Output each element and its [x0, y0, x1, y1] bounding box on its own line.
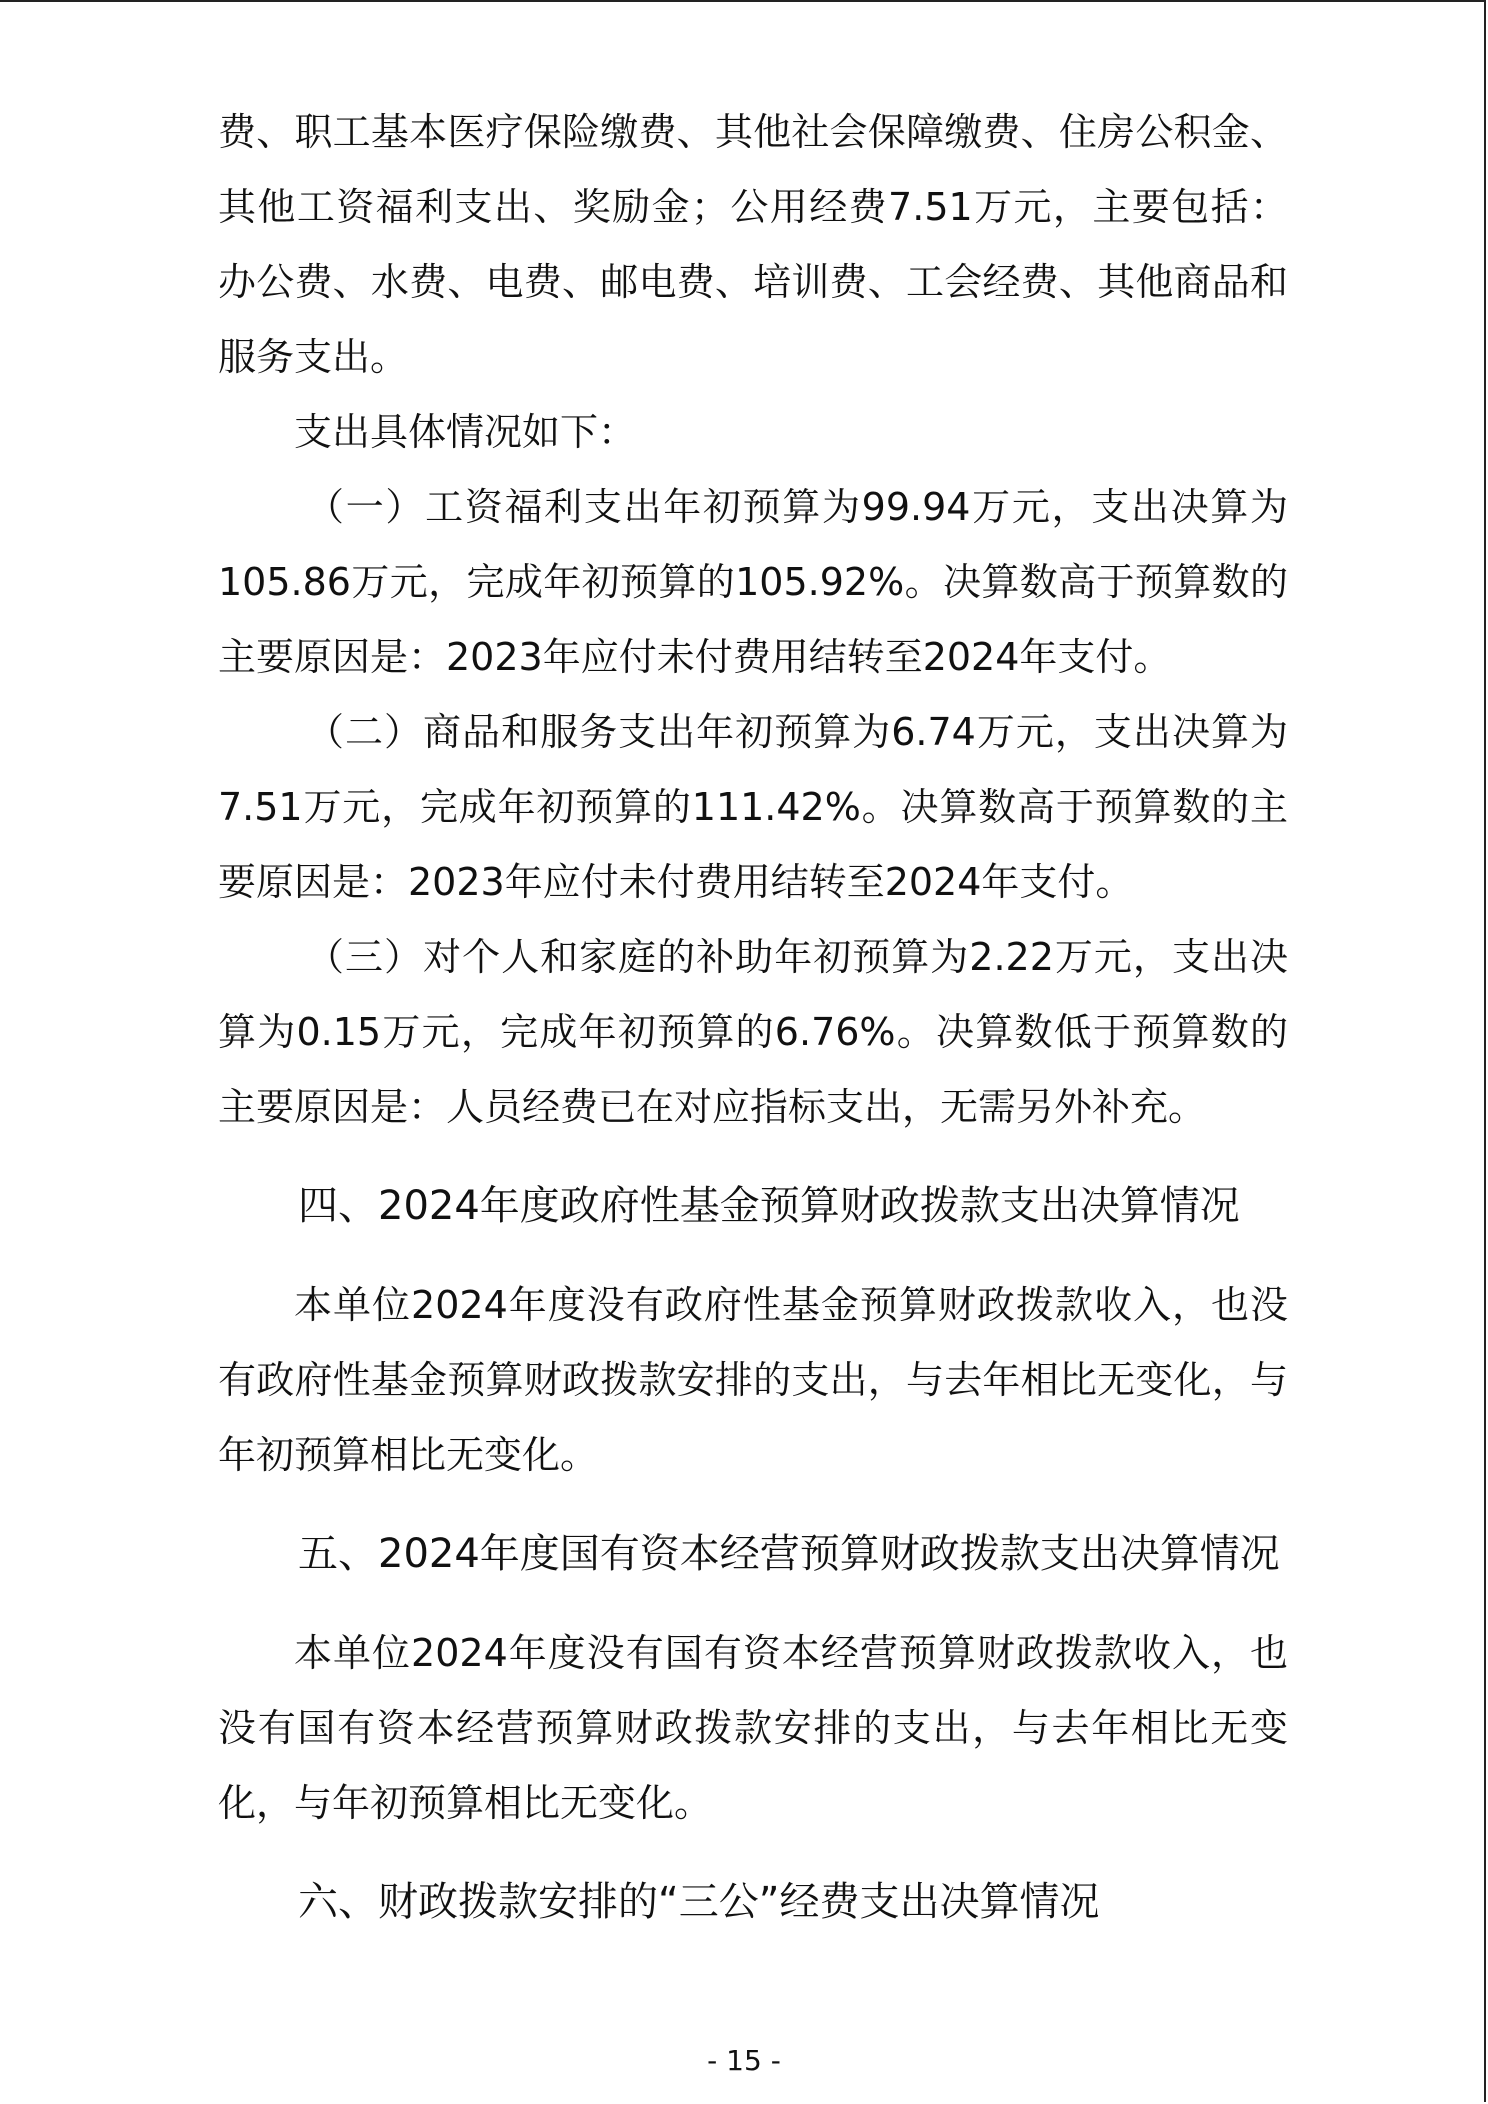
- paragraph-public-expenses: 费、职工基本医疗保险缴费、其他社会保障缴费、住房公积金、其他工资福利支出、奖励金；公用经费7.51万元，主要包括：办公费、水费、电费、邮电费、培训费、工会经费、其他商品和服务支出。: [218, 110, 1288, 379]
- section-heading-three-public: 六、财政拨款安排的“三公”经费支出决算情况: [298, 1879, 1100, 1925]
- paragraph-goods-services: （二）商品和服务支出年初预算为6.74万元，支出决算为7.51万元，完成年初预算的111.42%。决算数高于预算数的主要原因是：2023年应付未付费用结转至2024年支付。: [218, 710, 1288, 904]
- section-heading-government-fund: 四、2024年度政府性基金预算财政拨款支出决算情况: [298, 1183, 1240, 1229]
- paragraph-state-capital: 本单位2024年度没有国有资本经营预算财政拨款收入，也没有国有资本经营预算财政拨款安排的支出，与去年相比无变化，与年初预算相比无变化。: [218, 1631, 1288, 1825]
- paragraph-expense-intro: 支出具体情况如下：: [294, 410, 637, 454]
- paragraph-wage-welfare: （一）工资福利支出年初预算为99.94万元，支出决算为105.86万元，完成年初预算的105.92%。决算数高于预算数的主要原因是：2023年应付未付费用结转至2024年支付。: [218, 485, 1288, 679]
- page-number: - 15 -: [707, 2044, 781, 2077]
- section-heading-state-capital: 五、2024年度国有资本经营预算财政拨款支出决算情况: [298, 1531, 1280, 1577]
- paragraph-government-fund: 本单位2024年度没有政府性基金预算财政拨款收入，也没有政府性基金预算财政拨款安排的支出，与去年相比无变化，与年初预算相比无变化。: [218, 1283, 1288, 1477]
- document-body: [218, 95, 1288, 1940]
- paragraph-household-subsidy: （三）对个人和家庭的补助年初预算为2.22万元，支出决算为0.15万元，完成年初预算的6.76%。决算数低于预算数的主要原因是：人员经费已在对应指标支出，无需另外补充。: [218, 935, 1288, 1129]
